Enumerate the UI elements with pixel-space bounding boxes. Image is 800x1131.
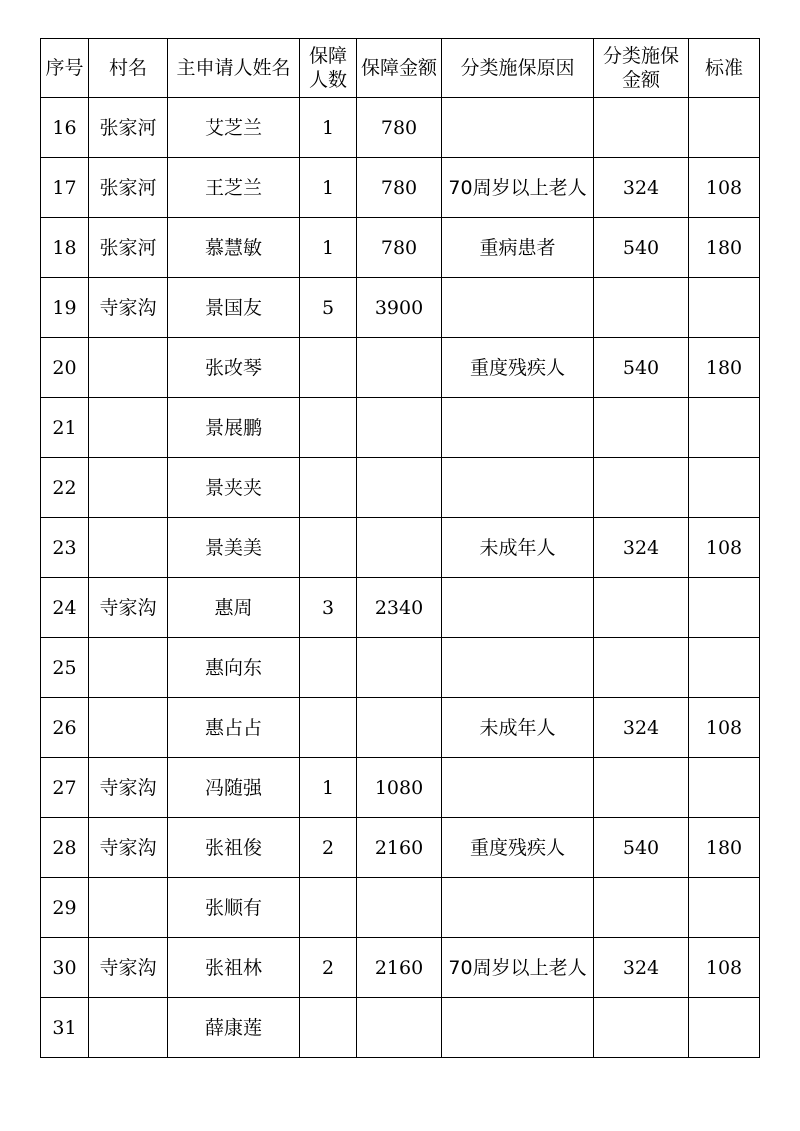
table-row xyxy=(41,818,760,878)
table-row xyxy=(41,218,760,278)
cell-applicant: 慕慧敏 xyxy=(168,218,300,278)
cell-reason: 未成年人 xyxy=(442,518,594,578)
cell-amount: 2160 xyxy=(357,818,442,878)
cell-standard xyxy=(689,278,760,338)
table-row xyxy=(41,698,760,758)
cell-seq: 22 xyxy=(41,458,89,518)
cell-reason: 重度残疾人 xyxy=(442,338,594,398)
cell-people xyxy=(300,698,357,758)
cell-village: 寺家沟 xyxy=(89,578,168,638)
cell-class-amount: 324 xyxy=(594,938,689,998)
cell-amount xyxy=(357,458,442,518)
cell-amount xyxy=(357,878,442,938)
cell-village xyxy=(89,998,168,1058)
cell-reason: 未成年人 xyxy=(442,698,594,758)
cell-applicant: 张祖林 xyxy=(168,938,300,998)
cell-village xyxy=(89,878,168,938)
cell-village xyxy=(89,398,168,458)
cell-people: 2 xyxy=(300,938,357,998)
cell-amount: 780 xyxy=(357,98,442,158)
cell-seq: 24 xyxy=(41,578,89,638)
cell-reason xyxy=(442,278,594,338)
table-row xyxy=(41,938,760,998)
cell-seq: 26 xyxy=(41,698,89,758)
table-row xyxy=(41,638,760,698)
cell-class-amount xyxy=(594,578,689,638)
cell-amount: 3900 xyxy=(357,278,442,338)
cell-standard: 108 xyxy=(689,518,760,578)
cell-seq: 19 xyxy=(41,278,89,338)
table-row xyxy=(41,578,760,638)
cell-standard xyxy=(689,998,760,1058)
header-people: 保障人数 xyxy=(300,39,357,98)
cell-reason xyxy=(442,758,594,818)
cell-reason xyxy=(442,878,594,938)
cell-class-amount: 324 xyxy=(594,158,689,218)
cell-amount xyxy=(357,998,442,1058)
cell-people: 5 xyxy=(300,278,357,338)
cell-class-amount xyxy=(594,458,689,518)
header-village: 村名 xyxy=(89,39,168,98)
cell-class-amount xyxy=(594,878,689,938)
cell-class-amount: 324 xyxy=(594,698,689,758)
table-body xyxy=(41,98,760,1058)
cell-standard: 108 xyxy=(689,938,760,998)
cell-seq: 20 xyxy=(41,338,89,398)
cell-village xyxy=(89,518,168,578)
table-row xyxy=(41,338,760,398)
cell-amount xyxy=(357,338,442,398)
cell-people: 1 xyxy=(300,158,357,218)
cell-village xyxy=(89,338,168,398)
header-row xyxy=(41,39,760,98)
cell-standard: 180 xyxy=(689,338,760,398)
cell-seq: 25 xyxy=(41,638,89,698)
cell-people: 1 xyxy=(300,218,357,278)
cell-seq: 29 xyxy=(41,878,89,938)
cell-amount xyxy=(357,698,442,758)
cell-amount: 2160 xyxy=(357,938,442,998)
cell-people: 3 xyxy=(300,578,357,638)
table-row xyxy=(41,158,760,218)
cell-village: 寺家沟 xyxy=(89,818,168,878)
cell-amount: 1080 xyxy=(357,758,442,818)
cell-seq: 27 xyxy=(41,758,89,818)
cell-amount: 780 xyxy=(357,158,442,218)
cell-standard xyxy=(689,578,760,638)
table-row xyxy=(41,758,760,818)
cell-seq: 23 xyxy=(41,518,89,578)
cell-applicant: 惠向东 xyxy=(168,638,300,698)
cell-standard: 180 xyxy=(689,818,760,878)
cell-village: 寺家沟 xyxy=(89,938,168,998)
cell-applicant: 薛康莲 xyxy=(168,998,300,1058)
cell-amount xyxy=(357,518,442,578)
cell-village: 张家河 xyxy=(89,158,168,218)
cell-standard xyxy=(689,758,760,818)
cell-village xyxy=(89,458,168,518)
cell-village xyxy=(89,638,168,698)
cell-seq: 28 xyxy=(41,818,89,878)
cell-standard xyxy=(689,98,760,158)
cell-village: 寺家沟 xyxy=(89,758,168,818)
cell-applicant: 张顺有 xyxy=(168,878,300,938)
cell-reason xyxy=(442,98,594,158)
cell-class-amount xyxy=(594,398,689,458)
table-row xyxy=(41,518,760,578)
cell-village: 寺家沟 xyxy=(89,278,168,338)
cell-reason: 70周岁以上老人 xyxy=(442,158,594,218)
cell-people xyxy=(300,878,357,938)
cell-class-amount: 324 xyxy=(594,518,689,578)
cell-class-amount xyxy=(594,638,689,698)
cell-reason xyxy=(442,638,594,698)
cell-seq: 31 xyxy=(41,998,89,1058)
cell-village: 张家河 xyxy=(89,218,168,278)
cell-class-amount xyxy=(594,758,689,818)
cell-people xyxy=(300,518,357,578)
cell-applicant: 冯随强 xyxy=(168,758,300,818)
cell-standard xyxy=(689,398,760,458)
cell-applicant: 张改琴 xyxy=(168,338,300,398)
cell-people: 1 xyxy=(300,758,357,818)
cell-seq: 30 xyxy=(41,938,89,998)
cell-applicant: 惠占占 xyxy=(168,698,300,758)
cell-applicant: 惠周 xyxy=(168,578,300,638)
cell-people xyxy=(300,458,357,518)
table-row xyxy=(41,98,760,158)
cell-applicant: 景美美 xyxy=(168,518,300,578)
cell-reason: 重度残疾人 xyxy=(442,818,594,878)
cell-amount xyxy=(357,398,442,458)
cell-village xyxy=(89,698,168,758)
cell-applicant: 景展鹏 xyxy=(168,398,300,458)
cell-applicant: 张祖俊 xyxy=(168,818,300,878)
cell-reason xyxy=(442,398,594,458)
cell-class-amount xyxy=(594,998,689,1058)
cell-people xyxy=(300,398,357,458)
cell-standard xyxy=(689,458,760,518)
cell-applicant: 景夹夹 xyxy=(168,458,300,518)
table-row xyxy=(41,458,760,518)
table-row xyxy=(41,398,760,458)
header-class-amount: 分类施保金额 xyxy=(594,39,689,98)
cell-amount: 780 xyxy=(357,218,442,278)
table-row xyxy=(41,998,760,1058)
cell-class-amount: 540 xyxy=(594,338,689,398)
cell-class-amount xyxy=(594,98,689,158)
cell-applicant: 景国友 xyxy=(168,278,300,338)
cell-reason xyxy=(442,458,594,518)
cell-applicant: 王芝兰 xyxy=(168,158,300,218)
table-row xyxy=(41,878,760,938)
cell-reason xyxy=(442,578,594,638)
header-amount: 保障金额 xyxy=(357,39,442,98)
cell-standard xyxy=(689,878,760,938)
cell-amount xyxy=(357,638,442,698)
cell-amount: 2340 xyxy=(357,578,442,638)
cell-class-amount xyxy=(594,278,689,338)
cell-reason: 70周岁以上老人 xyxy=(442,938,594,998)
cell-class-amount: 540 xyxy=(594,818,689,878)
cell-reason xyxy=(442,998,594,1058)
cell-standard: 108 xyxy=(689,698,760,758)
header-seq: 序号 xyxy=(41,39,89,98)
cell-seq: 21 xyxy=(41,398,89,458)
subsidy-table xyxy=(40,38,760,1058)
cell-people xyxy=(300,638,357,698)
cell-people: 2 xyxy=(300,818,357,878)
table-header xyxy=(41,39,760,98)
header-reason: 分类施保原因 xyxy=(442,39,594,98)
cell-standard: 180 xyxy=(689,218,760,278)
cell-reason: 重病患者 xyxy=(442,218,594,278)
cell-standard xyxy=(689,638,760,698)
cell-seq: 17 xyxy=(41,158,89,218)
cell-applicant: 艾芝兰 xyxy=(168,98,300,158)
cell-standard: 108 xyxy=(689,158,760,218)
cell-people: 1 xyxy=(300,98,357,158)
cell-class-amount: 540 xyxy=(594,218,689,278)
cell-people xyxy=(300,998,357,1058)
header-standard: 标准 xyxy=(689,39,760,98)
cell-people xyxy=(300,338,357,398)
cell-seq: 18 xyxy=(41,218,89,278)
cell-village: 张家河 xyxy=(89,98,168,158)
cell-seq: 16 xyxy=(41,98,89,158)
table-row xyxy=(41,278,760,338)
header-applicant: 主申请人姓名 xyxy=(168,39,300,98)
